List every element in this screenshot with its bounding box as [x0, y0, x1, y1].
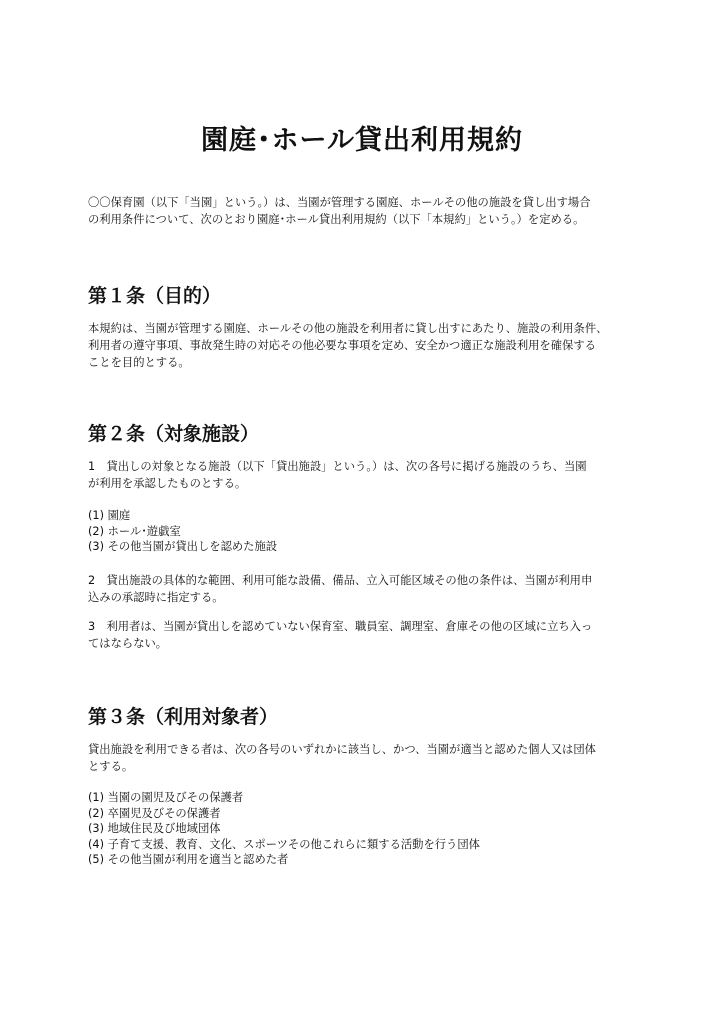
article-2-facility-list — [88, 508, 648, 555]
article-2-heading: 第２条（対象施設） — [88, 423, 260, 445]
list-item: (2) 卒園児及びその保護者 — [88, 806, 221, 820]
article-2-paragraph-2: 2 貸出施設の具体的な範囲、利用可能な設備、備品、立入可能区域その他の条件は、当園が利用申 込みの承認時に指定する。 — [88, 574, 593, 604]
list-item: (5) その他当園が利用を適当と認めた者 — [88, 853, 289, 867]
list-item: (3) その他当園が貸出しを認めた施設 — [88, 540, 278, 554]
list-item: (3) 地域住民及び地域団体 — [88, 822, 221, 836]
article-1-heading: 第１条（目的） — [88, 285, 222, 307]
list-item: (2) ホール･遊戯室 — [88, 524, 181, 538]
article-3-eligible-list — [88, 790, 648, 868]
list-item: (1) 園庭 — [88, 509, 131, 522]
intro-paragraph: 〇〇保育園（以下「当園」という。）は、当園が管理する園庭、ホールその他の施設を貸し出す場合 の利用条件について、次のとおり園庭･ホール貸出利用規約（以下「本規約」という。）を定める。 — [88, 196, 591, 226]
document-title: 園庭･ホール貸出利用規約 — [201, 125, 523, 156]
article-2-paragraph-1: 1 貸出しの対象となる施設（以下「貸出施設」という。）は、次の各号に掲げる施設のうち、当園 が利用を承認したものとする。 — [88, 460, 587, 490]
article-1-body: 本規約は、当園が管理する園庭、ホールその他の施設を利用者に貸し出すにあたり、施設の利用条件、 利用者の遵守事項、事故発生時の対応その他必要な事項を定め、安全かつ適正な施設利用を確保する ことを目的とする。 — [88, 322, 608, 369]
list-item: (4) 子育て支援、教育、文化、スポーツその他これらに類する活動を行う団体 — [88, 837, 480, 851]
article-3-body: 貸出施設を利用できる者は、次の各号のいずれかに該当し、かつ、当園が適当と認めた個人又は団体 とする。 — [88, 743, 596, 773]
article-2-paragraph-3: 3 利用者は、当園が貸出しを認めていない保育室、職員室、調理室、倉庫その他の区域に立ち入っ てはならない。 — [88, 620, 593, 650]
list-item: (1) 当園の園児及びその保護者 — [88, 791, 244, 804]
article-3-heading: 第３条（利用対象者） — [88, 706, 279, 728]
